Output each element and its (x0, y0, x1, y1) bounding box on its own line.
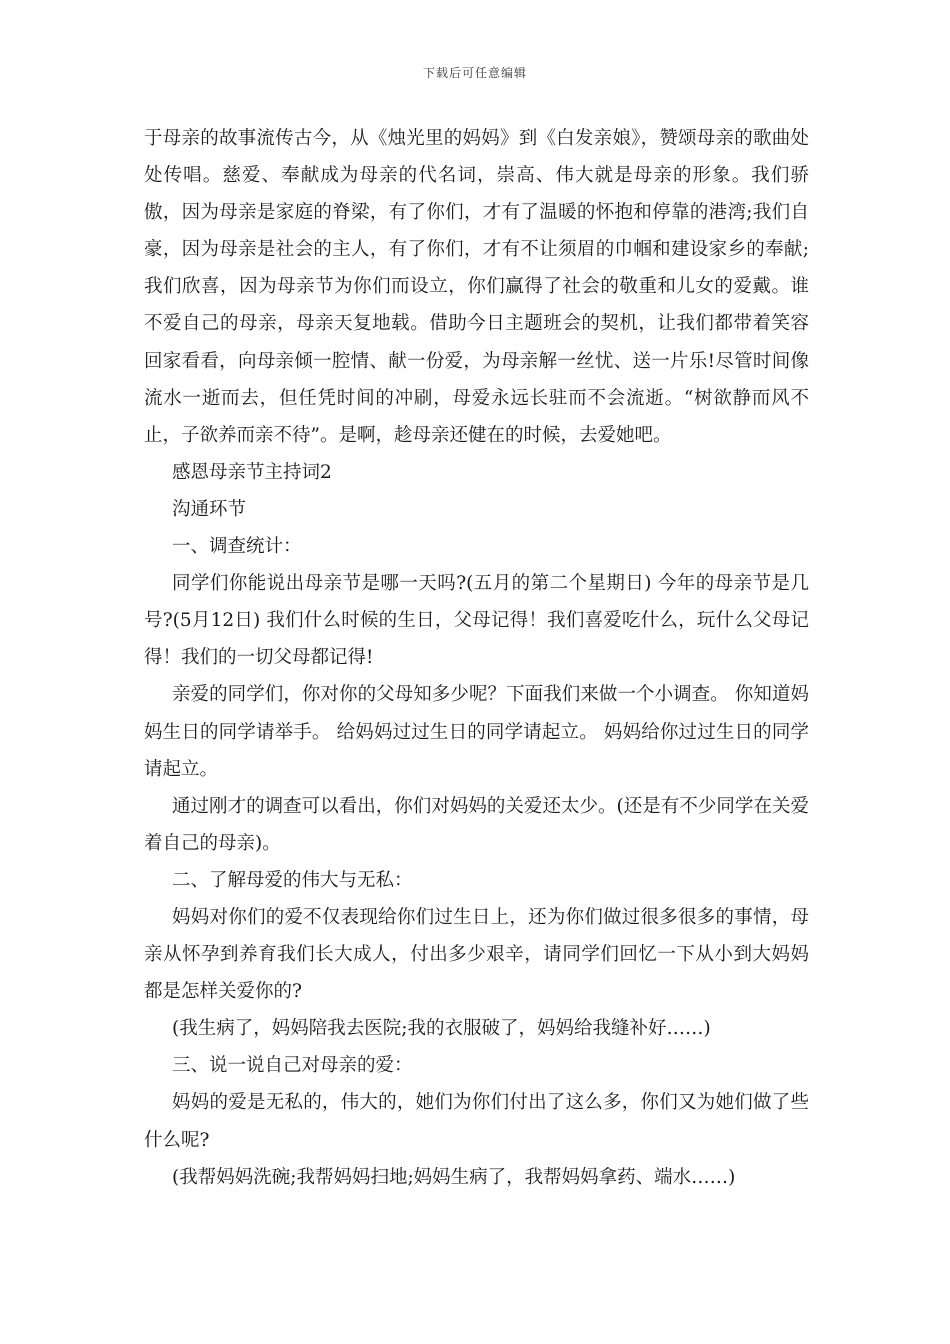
paragraph-survey-activity: 亲爱的同学们，你对你的父母知多少呢？下面我们来做一个小调查。 你知道妈妈生日的同学请举手。 给妈妈过过生日的同学请起立。 妈妈给你过过生日的同学请起立。 (144, 684, 809, 780)
paragraph-1: 于母亲的故事流传古今，从《烛光里的妈妈》到《白发亲娘》，赞颂母亲的歌曲处处传唱。慈爱、奉献成为母亲的代名词，崇高、伟大就是母亲的形象。我们骄傲，因为母亲是家庭的脊梁，有了你们，才有了温暖的怀抱和停靠的港湾;我们自豪，因为母亲是社会的主人，有了你们，才有不让须眉的巾帼和建设家乡的奉献;我们欣喜，因为母亲节为你们而设立，你们赢得了社会的敬重和儿女的爱戴。谁不爱自己的母亲，母亲天复地载。借助今日主题班会的契机，让我们都带着笑容回家看看，向母亲倾一腔情、献一份爱，为母亲解一丝忧、送一片乐!尽管时间像流水一逝而去，但任凭时间的冲刷，母爱永远长驻而不会流逝。“树欲静而风不止，子欲养而亲不待”。是啊，趁母亲还健在的时候，去爱她吧。 (144, 128, 809, 446)
paragraph-examples-1: (我生病了，妈妈陪我去医院;我的衣服破了，妈妈给我缝补好……) (172, 1018, 711, 1040)
heading-express-love: 三、说一说自己对母亲的爱： (172, 1055, 413, 1077)
paragraph-survey-result: 通过刚才的调查可以看出，你们对妈妈的关爱还太少。(还是有不少同学在关爱着自己的母亲)。 (144, 795, 809, 854)
section-title: 感恩母亲节主持词2 (172, 461, 332, 483)
heading-understand-love: 二、了解母爱的伟大与无私： (172, 869, 413, 891)
paragraph-survey-questions: 同学们你能说出母亲节是哪一天吗?(五月的第二个星期日) 今年的母亲节是几号?(5月12日) 我们什么时候的生日，父母记得！我们喜爱吃什么，玩什么父母记得！我们的一切父母都记得! (144, 573, 809, 669)
document-body (144, 120, 809, 1196)
page-header: 下载后可任意编辑 (422, 66, 527, 80)
paragraph-what-did-you-do: 妈妈的爱是无私的，伟大的，她们为你们付出了这么多，你们又为她们做了些什么呢? (144, 1092, 809, 1151)
subsection-heading: 沟通环节 (172, 498, 247, 520)
paragraph-mother-care: 妈妈对你们的爱不仅表现给你们过生日上，还为你们做过很多很多的事情，母亲从怀孕到养育我们长大成人，付出多少艰辛，请同学们回忆一下从小到大妈妈都是怎样关爱你的? (144, 906, 809, 1003)
heading-survey: 一、调查统计： (172, 536, 302, 558)
paragraph-examples-2: (我帮妈妈洗碗;我帮妈妈扫地;妈妈生病了，我帮妈妈拿药、端水……) (172, 1166, 736, 1188)
